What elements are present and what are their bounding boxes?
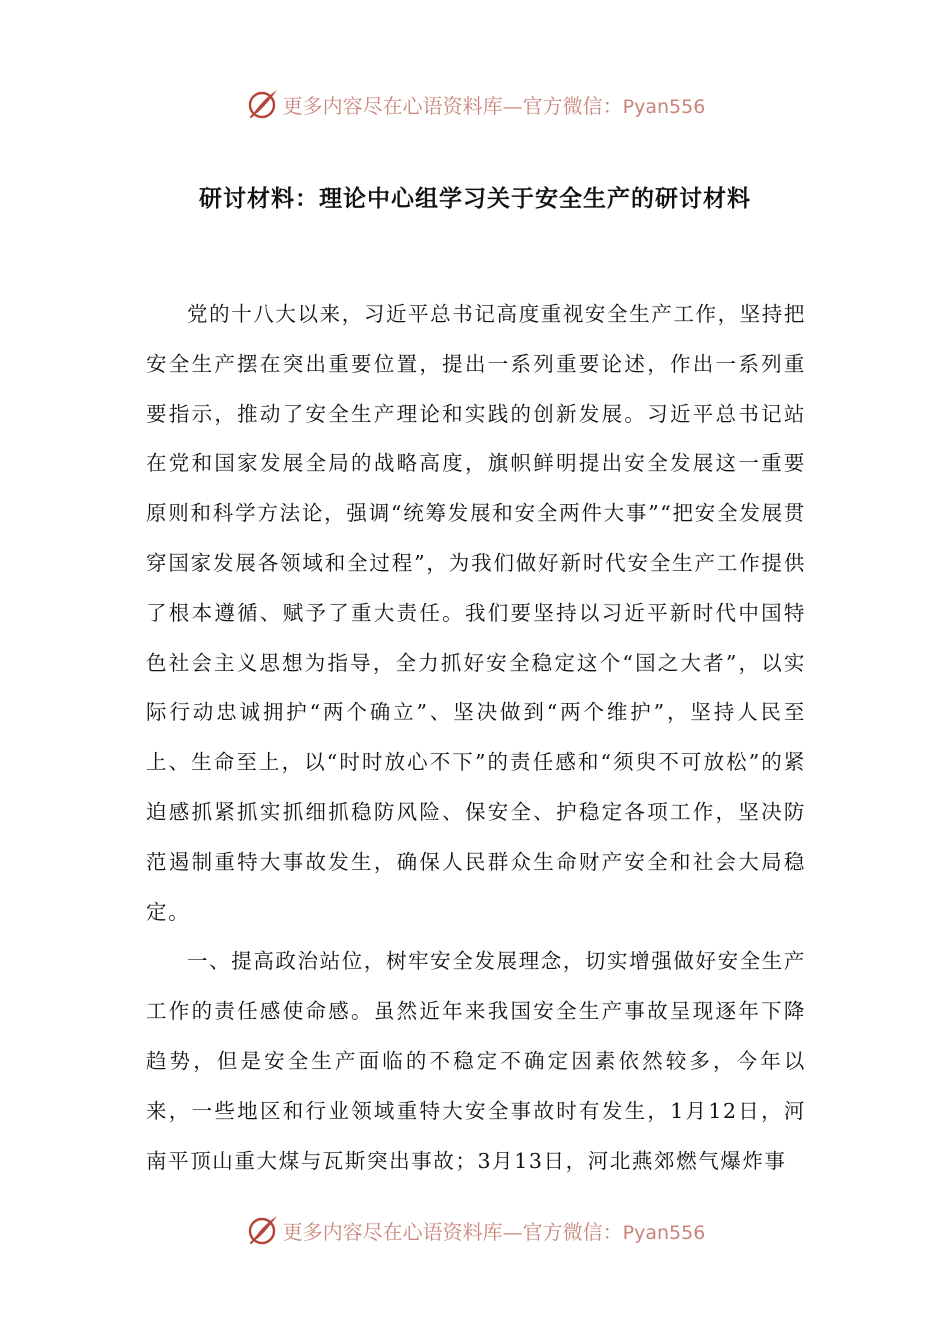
watermark-text: 更多内容尽在心语资料库—官方微信：Pyan556: [282, 1219, 706, 1244]
quill-logo-icon: [245, 86, 281, 122]
paragraph-intro: 党的十八大以来，习近平总书记高度重视安全生产工作，坚持把安全生产摆在突出重要位置，提出一系列重要论述，作出一系列重要指示，推动了安全生产理论和实践的创新发展。习近平总书记站在党和国家发展全局的战略高度，旗帜鲜明提出安全发展这一重要原则和科学方法论，强调“统筹发展和安全两件大事”“把安全发展贯穿国家发展各领域和全过程”，为我们做好新时代安全生产工作提供了根本遵循、赋予了重大责任。我们要坚持以习近平新时代中国特色社会主义思想为指导，全力抓好安全稳定这个“国之大者”，以实际行动忠诚拥护“两个确立”、坚决做到“两个维护”，坚持人民至上、生命至上，以“时时放心不下”的责任感和“须臾不可放松”的紧迫感抓紧抓实抓细抓稳防风险、保安全、护稳定各项工作，坚决防范遏制重特大事故发生，确保人民群众生命财产安全和社会大局稳定。: [146, 302, 806, 924]
wechat-id: Pyan556: [622, 1221, 706, 1244]
quill-logo-icon: [245, 1212, 281, 1248]
watermark-footer: [0, 1210, 950, 1250]
paragraph-section-1: 一、提高政治站位，树牢安全发展理念，切实增强做好安全生产工作的责任感使命感。虽然近年来我国安全生产事故呈现逐年下降趋势，但是安全生产面临的不稳定不确定因素依然较多，今年以来，一些地区和行业领域重特大安全事故时有发生，1月12日，河南平顶山重大煤与瓦斯突出事故；3月13日，河北燕郊燃气爆炸事: [146, 949, 806, 1173]
watermark-header: [0, 84, 950, 124]
wechat-id: Pyan556: [622, 95, 706, 118]
document-title: 研讨材料：理论中心组学习关于安全生产的研讨材料: [199, 186, 751, 212]
document-body: [146, 290, 806, 1186]
watermark-text: 更多内容尽在心语资料库—官方微信：Pyan556: [282, 93, 706, 118]
